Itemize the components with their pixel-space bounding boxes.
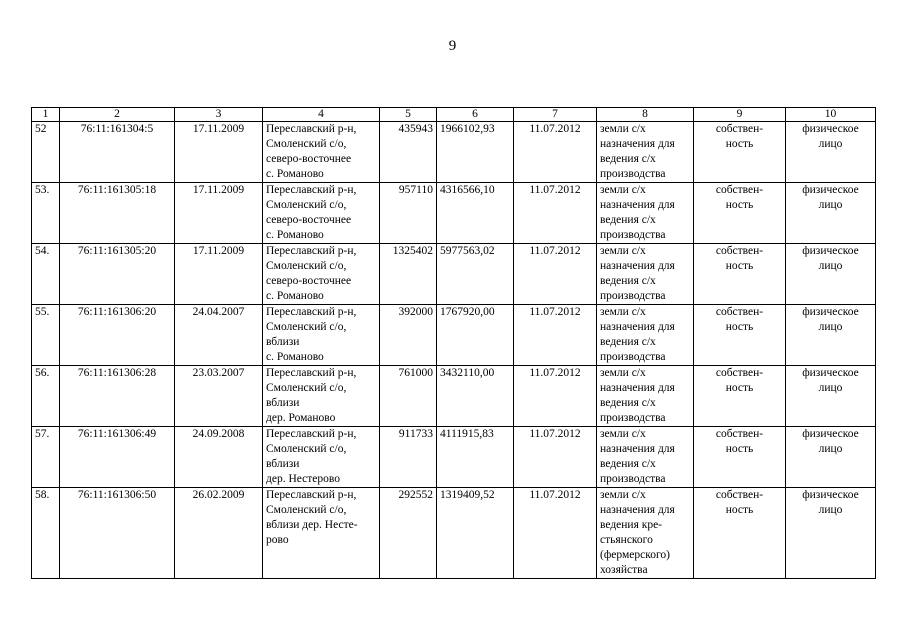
location-cell: Переславский р-н, Смоленский с/о, вблизи с. Романово (263, 305, 380, 366)
land-category-cell: земли с/х назначения для ведения с/х производства (597, 366, 694, 427)
right-type-cell: собствен- ность (694, 366, 786, 427)
registration-date-cell: 17.11.2009 (175, 183, 263, 244)
valuation-date-cell: 11.07.2012 (514, 122, 597, 183)
location-cell: Переславский р-н, Смоленский с/о, северо-восточнее с. Романово (263, 183, 380, 244)
row-number-cell: 58. (32, 488, 60, 579)
header-cell: 4 (263, 108, 380, 122)
cadastral-number-cell: 76:11:161305:20 (60, 244, 175, 305)
cadastral-number-cell: 76:11:161306:50 (60, 488, 175, 579)
area-cell: 761000 (380, 366, 437, 427)
valuation-date-cell: 11.07.2012 (514, 305, 597, 366)
header-cell: 10 (786, 108, 876, 122)
location-cell: Переславский р-н, Смоленский с/о, северо-восточнее с. Романово (263, 122, 380, 183)
land-category-cell: земли с/х назначения для ведения с/х производства (597, 244, 694, 305)
area-cell: 957110 (380, 183, 437, 244)
owner-type-cell: физическое лицо (786, 427, 876, 488)
land-category-cell: земли с/х назначения для ведения с/х производства (597, 122, 694, 183)
right-type-cell: собствен- ность (694, 488, 786, 579)
location-cell: Переславский р-н, Смоленский с/о, вблизи дер. Нестерово (263, 427, 380, 488)
header-cell: 3 (175, 108, 263, 122)
cadastral-value-cell: 1319409,52 (437, 488, 514, 579)
row-number-cell: 56. (32, 366, 60, 427)
registration-date-cell: 17.11.2009 (175, 244, 263, 305)
location-cell: Переславский р-н, Смоленский с/о, северо-восточнее с. Романово (263, 244, 380, 305)
header-row (32, 108, 876, 122)
right-type-cell: собствен- ность (694, 427, 786, 488)
table-row (32, 366, 876, 427)
row-number-cell: 53. (32, 183, 60, 244)
valuation-date-cell: 11.07.2012 (514, 488, 597, 579)
valuation-date-cell: 11.07.2012 (514, 244, 597, 305)
area-cell: 435943 (380, 122, 437, 183)
registration-date-cell: 26.02.2009 (175, 488, 263, 579)
right-type-cell: собствен- ность (694, 244, 786, 305)
cadastral-value-cell: 3432110,00 (437, 366, 514, 427)
right-type-cell: собствен- ность (694, 305, 786, 366)
land-category-cell: земли с/х назначения для ведения кре- стьянского (фермерского) хозяйства (597, 488, 694, 579)
header-cell: 6 (437, 108, 514, 122)
right-type-cell: собствен- ность (694, 183, 786, 244)
header-cell: 8 (597, 108, 694, 122)
cadastral-number-cell: 76:11:161306:20 (60, 305, 175, 366)
cadastral-value-cell: 1966102,93 (437, 122, 514, 183)
table-row (32, 488, 876, 579)
header-cell: 9 (694, 108, 786, 122)
owner-type-cell: физическое лицо (786, 122, 876, 183)
page-number: 9 (448, 38, 457, 54)
table-row (32, 183, 876, 244)
registration-date-cell: 24.04.2007 (175, 305, 263, 366)
right-type-cell: собствен- ность (694, 122, 786, 183)
table-row (32, 427, 876, 488)
table-row (32, 244, 876, 305)
cadastral-value-cell: 4111915,83 (437, 427, 514, 488)
land-category-cell: земли с/х назначения для ведения с/х производства (597, 183, 694, 244)
registration-date-cell: 23.03.2007 (175, 366, 263, 427)
land-plots-table (31, 107, 876, 579)
row-number-cell: 52 (32, 122, 60, 183)
table-row (32, 305, 876, 366)
cadastral-number-cell: 76:11:161304:5 (60, 122, 175, 183)
valuation-date-cell: 11.07.2012 (514, 427, 597, 488)
area-cell: 911733 (380, 427, 437, 488)
owner-type-cell: физическое лицо (786, 305, 876, 366)
row-number-cell: 57. (32, 427, 60, 488)
registration-date-cell: 24.09.2008 (175, 427, 263, 488)
land-category-cell: земли с/х назначения для ведения с/х производства (597, 305, 694, 366)
cadastral-value-cell: 5977563,02 (437, 244, 514, 305)
location-cell: Переславский р-н, Смоленский с/о, вблизи дер. Несте- рово (263, 488, 380, 579)
header-cell: 2 (60, 108, 175, 122)
cadastral-value-cell: 1767920,00 (437, 305, 514, 366)
owner-type-cell: физическое лицо (786, 488, 876, 579)
cadastral-value-cell: 4316566,10 (437, 183, 514, 244)
owner-type-cell: физическое лицо (786, 183, 876, 244)
owner-type-cell: физическое лицо (786, 244, 876, 305)
row-number-cell: 54. (32, 244, 60, 305)
land-category-cell: земли с/х назначения для ведения с/х производства (597, 427, 694, 488)
valuation-date-cell: 11.07.2012 (514, 366, 597, 427)
header-cell: 1 (32, 108, 60, 122)
area-cell: 292552 (380, 488, 437, 579)
cadastral-number-cell: 76:11:161306:49 (60, 427, 175, 488)
row-number-cell: 55. (32, 305, 60, 366)
header-cell: 7 (514, 108, 597, 122)
valuation-date-cell: 11.07.2012 (514, 183, 597, 244)
cadastral-number-cell: 76:11:161305:18 (60, 183, 175, 244)
area-cell: 392000 (380, 305, 437, 366)
table-row (32, 122, 876, 183)
location-cell: Переславский р-н, Смоленский с/о, вблизи дер. Романово (263, 366, 380, 427)
area-cell: 1325402 (380, 244, 437, 305)
owner-type-cell: физическое лицо (786, 366, 876, 427)
cadastral-number-cell: 76:11:161306:28 (60, 366, 175, 427)
header-cell: 5 (380, 108, 437, 122)
registration-date-cell: 17.11.2009 (175, 122, 263, 183)
